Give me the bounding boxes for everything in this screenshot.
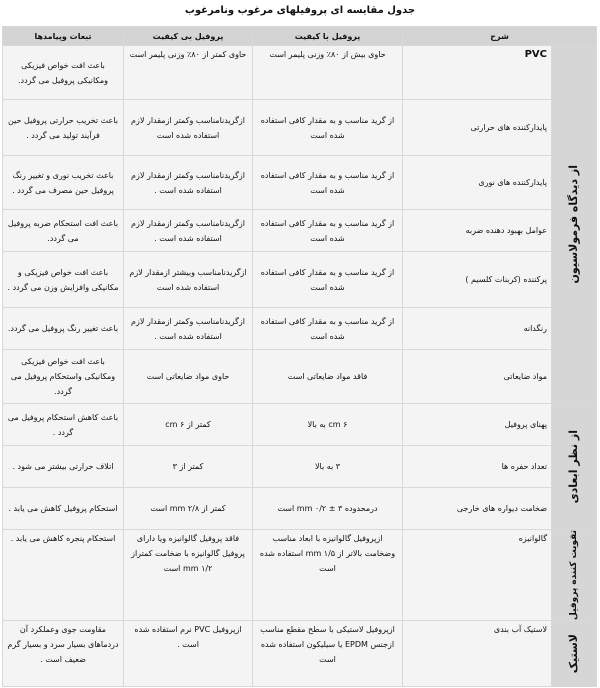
row-desc: عوامل بهبود دهنده ضربه [403,210,552,252]
row-bad: کمتر از ۳ [124,446,253,488]
row-consequences: باعث افت خواص فیزیکی و مکانیکی وافزایش وزن می گردد . [3,252,124,308]
header-row [3,27,597,46]
row-consequences: مقاومت جوی وعملکرد آن دردماهای بسیار سرد و بسیار گرم ضعیف است . [3,620,124,686]
row-bad: حاوی مواد ضایعاتی است [124,350,253,404]
row-good: از گرید مناسب و به مقدار کافی استفاده شده است [253,308,403,350]
row-desc: پایدارکننده های نوری [403,156,552,210]
group-label: لاستیک [567,633,581,674]
row-good: ازپروفیل لاستیکی با سطح مقطع مناسب ازجنس EPDM یا سیلیکون استفاده شده است [253,620,403,686]
row-bad: ازگریدنامناسب وکمتر ازمقدار لازم استفاده شده است . [124,156,253,210]
header-bad: پروفیل بی کیفیت [124,27,253,46]
row-bad: فاقد پروفیل گالوانیزه ویا دارای پروفیل گالوانیزه با ضخامت کمتراز mm ۱/۲ است [124,530,253,621]
row-desc: گالوانیزه [403,530,552,621]
table-row [3,252,597,308]
row-consequences: باعث تغییر رنگ پروفیل می گردد. [3,308,124,350]
row-consequences: باعث افت خواص فیزیکی ومکانیکی پروفیل می گردد. [3,46,124,100]
group-formulation [552,46,597,404]
row-desc: پهنای پروفیل [403,404,552,446]
table-row [3,488,597,530]
group-dimensions [552,404,597,530]
group-gasket [552,620,597,686]
row-desc: PVC [403,46,552,100]
table-row [3,446,597,488]
row-desc: تعداد حفره ها [403,446,552,488]
row-bad: کمتر از mm ۲/۸ است [124,488,253,530]
row-desc: پرکننده (کربنات کلسیم ) [403,252,552,308]
row-good: ۳ به بالا [253,446,403,488]
group-reinforcement [552,530,597,621]
row-consequences: استحکام پروفیل کاهش می یابد . [3,488,124,530]
group-label: از دیدگاه فرمولاسیون [567,165,581,284]
row-bad: ازگریدنامناسب وکمتر ازمقدار لازم استفاده شده است . [124,210,253,252]
row-good: از گرید مناسب و به مقدار کافی استفاده شده است [253,100,403,156]
table-row [3,46,597,100]
table-row [3,530,597,621]
row-desc: مواد ضایعاتی [403,350,552,404]
row-bad: ازپروفیل PVC نرم استفاده شده است . [124,620,253,686]
row-good: از گرید مناسب و به مقدار کافی استفاده شده است [253,252,403,308]
table-row [3,156,597,210]
group-label: از نظر ابعادی [567,429,581,504]
row-consequences: باعث افت خواص فیزیکی ومکانیکی واستحکام پروفیل می گردد. [3,350,124,404]
row-bad: حاوی کمتر از ۸۰٪ وزنی پلیمر است [124,46,253,100]
table-row [3,404,597,446]
header-consequences: تبعات وپیامدها [3,27,124,46]
row-consequences: باعث کاهش استحکام پروفیل می گردد . [3,404,124,446]
row-good: ازپروفیل گالوانیزه با ابعاد مناسب وضخامت بالاتر از mm ۱/۵ استفاده شده است [253,530,403,621]
table-row [3,308,597,350]
header-good: پروفیل با کیفیت [253,27,403,46]
row-consequences: باعث تخریب حرارتی پروفیل حین فرآیند تولید می گردد . [3,100,124,156]
row-bad: ازگریدنامناسب وبیشتر ازمقدار لازم استفاده شده است [124,252,253,308]
row-consequences: اتلاف حرارتی بیشتر می شود . [3,446,124,488]
row-desc: ضخامت دیواره های خارجی [403,488,552,530]
table-row [3,350,597,404]
row-bad: ازگریدنامناسب وکمتر ازمقدار لازم استفاده شده است [124,100,253,156]
header-desc: شرح [403,27,597,46]
row-bad: کمتر از ۶ cm [124,404,253,446]
row-consequences: استحکام پنجره کاهش می یابد . [3,530,124,621]
row-desc: پایدارکننده های حرارتی [403,100,552,156]
row-good: از گرید مناسب و به مقدار کافی استفاده شده است [253,156,403,210]
row-good: فاقد مواد ضایعاتی است [253,350,403,404]
table-row [3,620,597,686]
group-label: تقویت کننده پروفیل [569,530,580,620]
table-row [3,210,597,252]
comparison-table [2,26,597,687]
row-consequences: باعث افت استحکام ضربه پروفیل می گردد. [3,210,124,252]
row-bad: ازگریدنامناسب وکمتر ازمقدار لازم استفاده شده است . [124,308,253,350]
row-good: حاوی بیش از ۸۰٪ وزنی پلیمر است [253,46,403,100]
row-desc: لاستیک آب بندی [403,620,552,686]
table-row [3,100,597,156]
row-consequences: باعث تخریب نوری و تغییر رنگ پروفیل حین مصرف می گردد . [3,156,124,210]
table-title: جدول مقایسه ای پروفیلهای مرغوب ونامرغوب [184,5,416,16]
row-good: ۶ cm به بالا [253,404,403,446]
row-desc: رنگدانه [403,308,552,350]
row-good: از گرید مناسب و به مقدار کافی استفاده شده است [253,210,403,252]
row-good: درمحدوده mm ۰/۲ ± ۳ است [253,488,403,530]
